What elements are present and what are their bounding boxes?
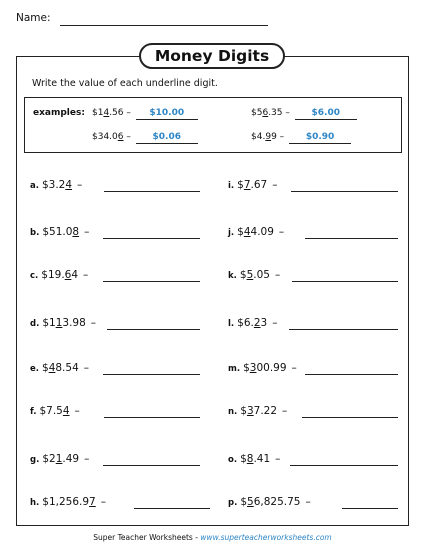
problem-f: f. $7.54 – — [30, 405, 80, 417]
problem-d: d. $113.98 – — [30, 317, 97, 329]
answer-line[interactable] — [305, 374, 398, 375]
answer-line[interactable] — [302, 417, 398, 418]
problem-p: p. $56,825.75 – — [228, 496, 311, 508]
answer-line[interactable] — [103, 374, 200, 375]
answer-line[interactable] — [290, 465, 398, 466]
answer-line[interactable] — [103, 238, 200, 239]
answer-line[interactable] — [103, 281, 200, 282]
instructions: Write the value of each underline digit. — [32, 78, 218, 89]
answer-line[interactable] — [291, 191, 398, 192]
example-answer: $0.90 — [289, 132, 351, 144]
name-label: Name: — [16, 12, 51, 24]
answer-line[interactable] — [134, 508, 210, 509]
name-row — [16, 12, 51, 24]
problem-b: b. $51.08 – — [30, 226, 90, 238]
example-item: $56.35 – $6.00 — [251, 108, 357, 120]
problem-c: c. $19.64 – — [30, 269, 89, 281]
problem-h: h. $1,256.97 – — [30, 496, 106, 508]
problem-l: l. $6.23 – — [228, 317, 278, 329]
problem-o: o. $8.41 – — [228, 453, 281, 465]
example-item: $4.99 – $0.90 — [251, 132, 351, 144]
example-answer: $10.00 — [136, 108, 198, 120]
example-answer: $6.00 — [295, 108, 357, 120]
footer-link[interactable]: www.superteacherworksheets.com — [200, 533, 332, 542]
example-item: $14.56 – $10.00 — [92, 108, 198, 120]
footer-text: Super Teacher Worksheets - — [93, 533, 201, 542]
answer-line[interactable] — [342, 508, 398, 509]
answer-line[interactable] — [104, 417, 200, 418]
name-line[interactable] — [60, 25, 268, 26]
problem-k: k. $5.05 – — [228, 269, 281, 281]
examples-label: examples: — [33, 108, 85, 118]
problem-a: a. $3.24 – — [30, 179, 83, 191]
answer-line[interactable] — [103, 465, 200, 466]
answer-line[interactable] — [289, 329, 398, 330]
examples-box — [24, 97, 402, 153]
problem-g: g. $21.49 – — [30, 453, 90, 465]
answer-line[interactable] — [104, 191, 200, 192]
problem-i: i. $7.67 – — [228, 179, 278, 191]
problem-e: e. $48.54 – — [30, 362, 90, 374]
footer — [0, 533, 425, 542]
page-title: Money Digits — [139, 43, 285, 69]
problem-m: m. $300.99 – — [228, 362, 297, 374]
answer-line[interactable] — [292, 281, 398, 282]
answer-line[interactable] — [305, 238, 398, 239]
example-answer: $0.06 — [136, 132, 198, 144]
answer-line[interactable] — [107, 329, 200, 330]
example-item: $34.06 – $0.06 — [92, 132, 198, 144]
problem-n: n. $37.22 – — [228, 405, 288, 417]
problem-j: j. $44.09 – — [228, 226, 285, 238]
